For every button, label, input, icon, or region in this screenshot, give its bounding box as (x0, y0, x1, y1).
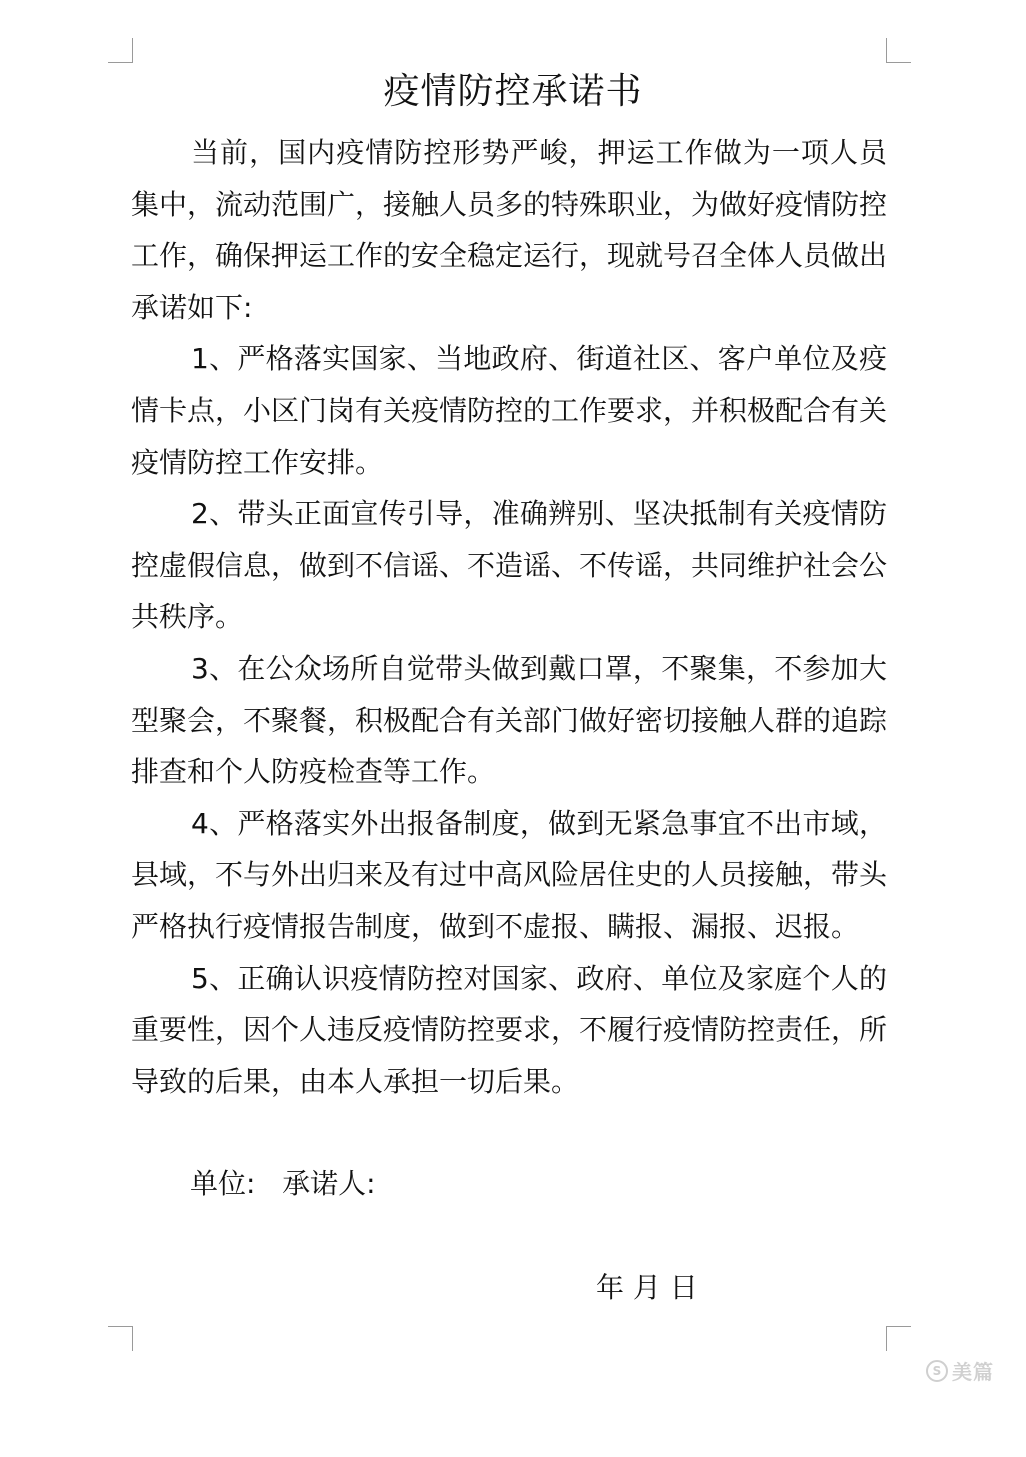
date-line: 年 月 日 (596, 1271, 698, 1304)
paragraph-item-4: 4、严格落实外出报备制度，做到无紧急事宜不出市域，县域，不与外出归来及有过中高风险居住史的人员接触，带头严格执行疫情报告制度，做到不虚报、瞒报、漏报、迟报。 (131, 806, 888, 943)
page-corner-mark-bottom-left (108, 1326, 133, 1351)
page-corner-mark-top-right (886, 38, 911, 63)
document-title: 疫情防控承诺书 (383, 71, 643, 112)
page-corner-mark-bottom-right (886, 1326, 911, 1351)
paragraph-item-3: 3、在公众场所自觉带头做到戴口罩，不聚集，不参加大型聚会，不聚餐，积极配合有关部门做好密切接触人群的追踪排查和个人防疫检查等工作。 (131, 651, 888, 789)
paragraph-item-5: 5、正确认识疫情防控对国家、政府、单位及家庭个人的重要性，因个人违反疫情防控要求，不履行疫情防控责任，所导致的后果，由本人承担一切后果。 (131, 961, 888, 1098)
signature-line: 单位: 承诺人: (190, 1167, 376, 1200)
meipian-logo-icon: S (926, 1360, 948, 1382)
paragraph-item-1: 1、严格落实国家、当地政府、街道社区、客户单位及疫情卡点，小区门岗有关疫情防控的工作要求，并积极配合有关疫情防控工作安排。 (131, 342, 888, 479)
page-corner-mark-top-left (108, 38, 133, 63)
watermark (926, 1356, 994, 1385)
paragraph-item-2: 2、带头正面宣传引导，准确辨别、坚决抵制有关疫情防控虚假信息，做到不信谣、不造谣、不传谣，共同维护社会公共秩序。 (131, 497, 888, 634)
document-body (131, 127, 887, 1107)
paragraph-intro: 当前，国内疫情防控形势严峻，押运工作做为一项人员集中，流动范围广，接触人员多的特殊职业，为做好疫情防控工作，确保押运工作的安全稳定运行，现就号召全体人员做出承诺如下: (131, 136, 888, 324)
watermark-text: 美篇 (952, 1360, 994, 1384)
